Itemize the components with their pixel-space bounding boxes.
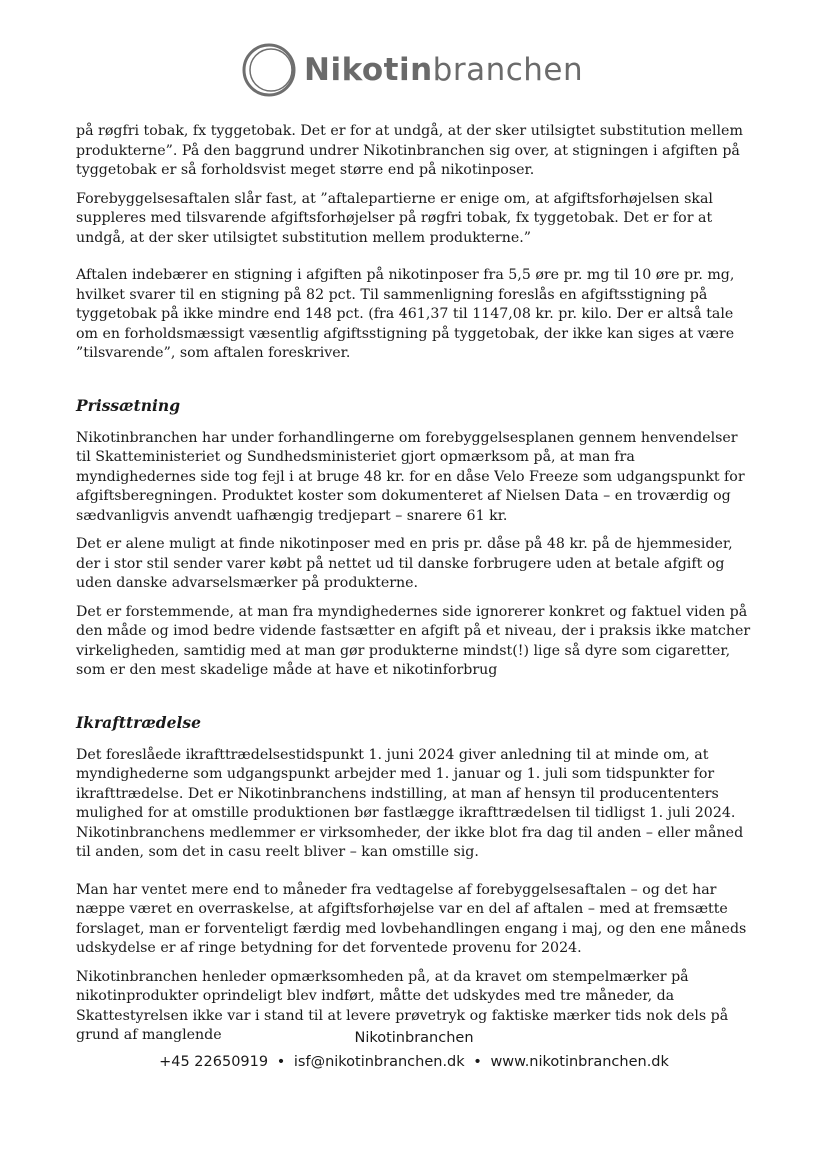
paragraph: Man har ventet mere end to måneder fra vedtagelse af forebyggelsesaftalen – og det har næppe været en overraskelse, at afgiftsforhøjelse var en del af aftalen – med at fremsætte forslaget, man er forventeligt færdig med lovbehandlingen engang i maj, og den ene måneds udskydelse er af ringe betydning for det forventede provenu for 2024.: [76, 881, 747, 956]
paragraph: Nikotinbranchen har under forhandlingerne om forebyggelsesplanen gennem henvendelser til Skatteministeriet og Sundhedsministeriet gjort opmærksom på, at man fra myndighedernes side tog fejl i at bruge 48 kr. for en dåse Velo Freeze som udgangspunkt for afgiftsberegningen. Produktet koster som dokumenteret af Nielsen Data – en troværdig og sædvanligvis anvendt uafhængig tredjepart – snarere 61 kr.: [76, 429, 745, 524]
section-heading-prissaetning: Prissætning: [76, 395, 181, 415]
paragraph: Nikotinbranchen henleder opmærksomheden på, at da kravet om stempelmærker på nikotinprodukter oprindeligt blev indført, måtte det udskydes med tre måneder, da Skattestyrelsen ikke var i stand til at levere prøvetryk og faktiske mærker tids nok dels på grund af manglende: [76, 968, 729, 1043]
logo: [240, 38, 583, 102]
paragraph: Det er forstemmende, at man fra myndighedernes side ignorerer konkret og faktuel viden på den måde og imod bedre vidende fastsætter en afgift på et niveau, der i praksis ikke matcher virkeligheden, samtidig med at man gør produkterne mindst(!) lige så dyre som cigaretter, som er den mest skadelige måde at have et nikotinforbrug: [76, 603, 751, 678]
paragraph: på røgfri tobak, fx tyggetobak. Det er for at undgå, at der sker utilsigtet substitution mellem produkterne”. På den baggrund undrer Nikotinbranchen sig over, at stigningen i afgiften på tyggetobak er så forholdsvist meget større end på nikotinposer.: [76, 123, 743, 178]
footer-org: Nikotinbranchen: [354, 1030, 474, 1046]
bullet-separator: •: [473, 1054, 482, 1070]
paragraph: Det foreslåede ikrafttrædelsestidspunkt 1. juni 2024 giver anledning til at minde om, at myndighederne som udgangspunkt arbejder med 1. januar og 1. juli som tidspunkter for ikrafttrædelse. Det er Nikotinbranchens indstilling, at man af hensyn til producententers mulighed for at omstille produktionen bør fastlægge ikrafttrædelsen til tidligst 1. juli 2024. Nikotinbranchens medlemmer er virksomheder, der ikke blot fra dag til anden – eller måned til anden, som det in casu reelt bliver – kan omstille sig.: [76, 746, 744, 860]
paragraph: Det er alene muligt at finde nikotinposer med en pris pr. dåse på 48 kr. på de hjemmesider, der i stor stil sender varer købt på nettet ud til danske forbrugere uden at betale afgift og uden danske advarselsmærker på produkterne.: [76, 536, 733, 591]
footer-phone: +45 22650919: [159, 1054, 269, 1070]
footer-website: www.nikotinbranchen.dk: [490, 1054, 669, 1070]
footer-email: isf@nikotinbranchen.dk: [293, 1054, 465, 1070]
footer-contact: [0, 1050, 828, 1074]
paragraph: Forebyggelsesaftalen slår fast, at ”aftalepartierne er enige om, at afgiftsforhøjelsen skal suppleres med tilsvarende afgiftsforhøjelser på røgfri tobak, fx tyggetobak. Det er for at undgå, at der sker utilsigtet substitution mellem produkterne.”: [76, 190, 713, 246]
document-body: [76, 122, 756, 1055]
ring-logo-icon: [240, 41, 298, 99]
logo-light: branchen: [432, 52, 584, 88]
section-heading-ikrafttraedelse: Ikrafttrædelse: [76, 712, 201, 732]
page-footer: [0, 1026, 828, 1074]
logo-bold: Nikotin: [304, 52, 433, 88]
paragraph: Aftalen indebærer en stigning i afgiften på nikotinposer fra 5,5 øre pr. mg til 10 øre pr. mg, hvilket svarer til en stigning på 82 pct. Til sammenligning foreslås en afgiftsstigning på tyggetobak på ikke mindre end 148 pct. (fra 461,37 til 1147,08 kr. pr. kilo. Der er altså tale om en forholdsmæssigt væsentlig afgiftsstigning på tyggetobak, der ikke kan siges at være ”tilsvarende”, som aftalen foreskriver.: [76, 267, 735, 361]
bullet-separator: •: [276, 1054, 286, 1070]
logo-wordmark: [304, 52, 583, 88]
